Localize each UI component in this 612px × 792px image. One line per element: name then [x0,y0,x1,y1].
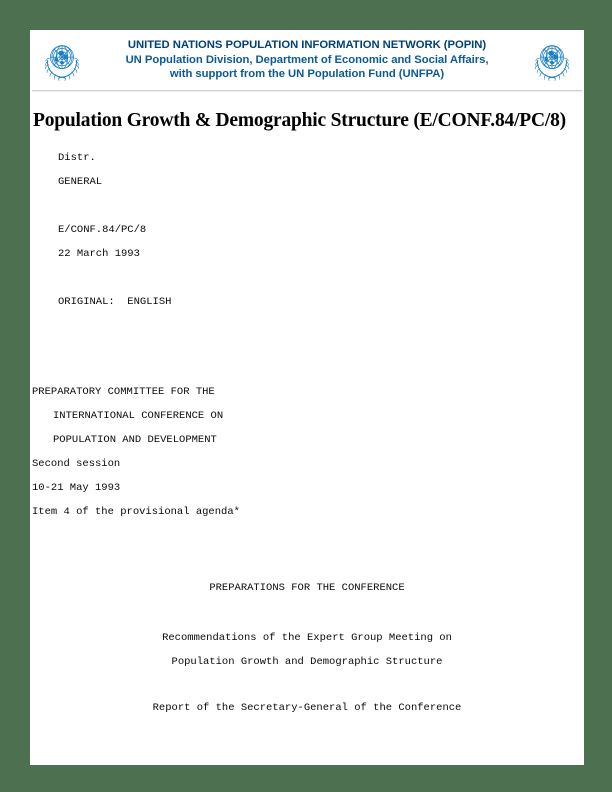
report-line: Report of the Secretary-General of the Conference [152,702,462,714]
distr-label: Distr. [58,152,96,164]
committee-line-3: POPULATION AND DEVELOPMENT [53,434,217,446]
section-heading: PREPARATIONS FOR THE CONFERENCE [209,582,405,594]
session-dates: 10-21 May 1993 [32,482,121,494]
distr-value: GENERAL [58,176,103,188]
body-block [30,576,584,720]
committee-line-2: INTERNATIONAL CONFERENCE ON [53,410,224,422]
distribution-block [30,146,584,266]
banner-divider [32,90,582,92]
document-symbol: E/CONF.84/PC/8 [58,224,147,236]
original-language-block [30,290,584,314]
original-language: ORIGINAL: ENGLISH [58,296,172,308]
banner-line-3: with support from the UN Population Fund (UNFPA) [169,68,445,81]
agenda-item: Item 4 of the provisional agenda* [32,506,240,518]
spacer [30,674,584,696]
banner-line-2: UN Population Division, Department of Economic and Social Affairs, [125,53,489,66]
spacer [58,194,584,218]
un-emblem-icon [38,36,86,84]
committee-line-1: PREPARATORY COMMITTEE FOR THE [32,386,215,398]
subtitle-line-2: Population Growth and Demographic Structure [171,656,443,668]
spacer [30,600,584,626]
banner-line-1: UNITED NATIONS POPULATION INFORMATION NETWORK (POPIN) [127,38,487,51]
popin-banner [30,30,584,86]
subtitle-line-1: Recommendations of the Expert Group Meeting on [162,632,452,644]
page-title: Population Growth & Demographic Structure (E/CONF.84/PC/8) [33,110,566,131]
document-page [30,30,584,765]
un-emblem-icon [528,36,576,84]
committee-block [30,380,584,524]
session-label: Second session [32,458,121,470]
banner-heading [86,38,528,83]
document-date: 22 March 1993 [58,248,140,260]
